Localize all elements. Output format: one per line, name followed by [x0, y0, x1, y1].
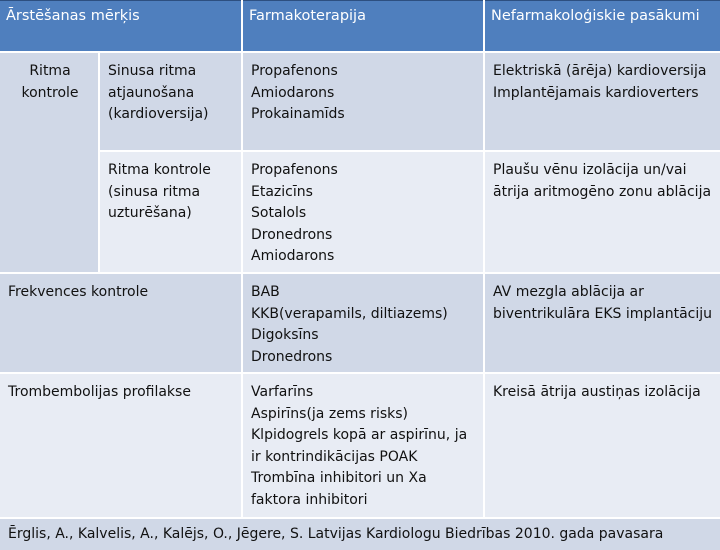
sinus-restore-label: Sinusa ritma atjaunošana (kardioversija)	[100, 53, 241, 150]
citation-footer: Ērglis, A., Kalvelis, A., Kalējs, O., Jēgere, S. Latvijas Kardiologu Biedrības 2010. gada pavasara	[0, 519, 720, 550]
sinus-restore-pharma: Propafenons Amiodarons Prokainamīds	[243, 53, 483, 150]
rate-control-label: Frekvences kontrole	[0, 274, 241, 372]
rhythm-control-label: Ritma kontrole (sinusa ritma uzturēšana)	[100, 152, 241, 272]
rate-control-nonpharma: AV mezgla ablācija ar biventrikulāra EKS implantāciju	[485, 274, 720, 372]
rhythm-control-nonpharma: Plaušu vēnu izolācija un/vai ātrija aritmogēno zonu ablācija	[485, 152, 720, 272]
header-pharmacotherapy: Farmakoterapija	[243, 0, 483, 51]
rhythm-control-pharma: Propafenons Etazicīns Sotalols Dronedrons Amiodarons	[243, 152, 483, 272]
rhythm-group-label: Ritma kontrole	[0, 53, 98, 272]
sinus-restore-nonpharma: Elektriskā (ārēja) kardioversija Implantējamais kardioverters	[485, 53, 720, 150]
thromboembolism-nonpharma: Kreisā ātrija austiņas izolācija	[485, 374, 720, 517]
header-non-pharmacological: Nefarmakoloģiskie pasākumi	[485, 0, 720, 51]
rate-control-pharma: BAB KKB(verapamils, diltiazems) Digoksīns Dronedrons	[243, 274, 483, 372]
thromboembolism-pharma: Varfarīns Aspirīns(ja zems risks) Klpidogrels kopā ar aspirīnu, ja ir kontrindikācijas POAK Trombīna inhibitori un Xa faktora inhibitori	[243, 374, 483, 517]
header-goal: Ārstēšanas mērķis	[0, 0, 241, 51]
thromboembolism-label: Trombembolijas profilakse	[0, 374, 241, 517]
